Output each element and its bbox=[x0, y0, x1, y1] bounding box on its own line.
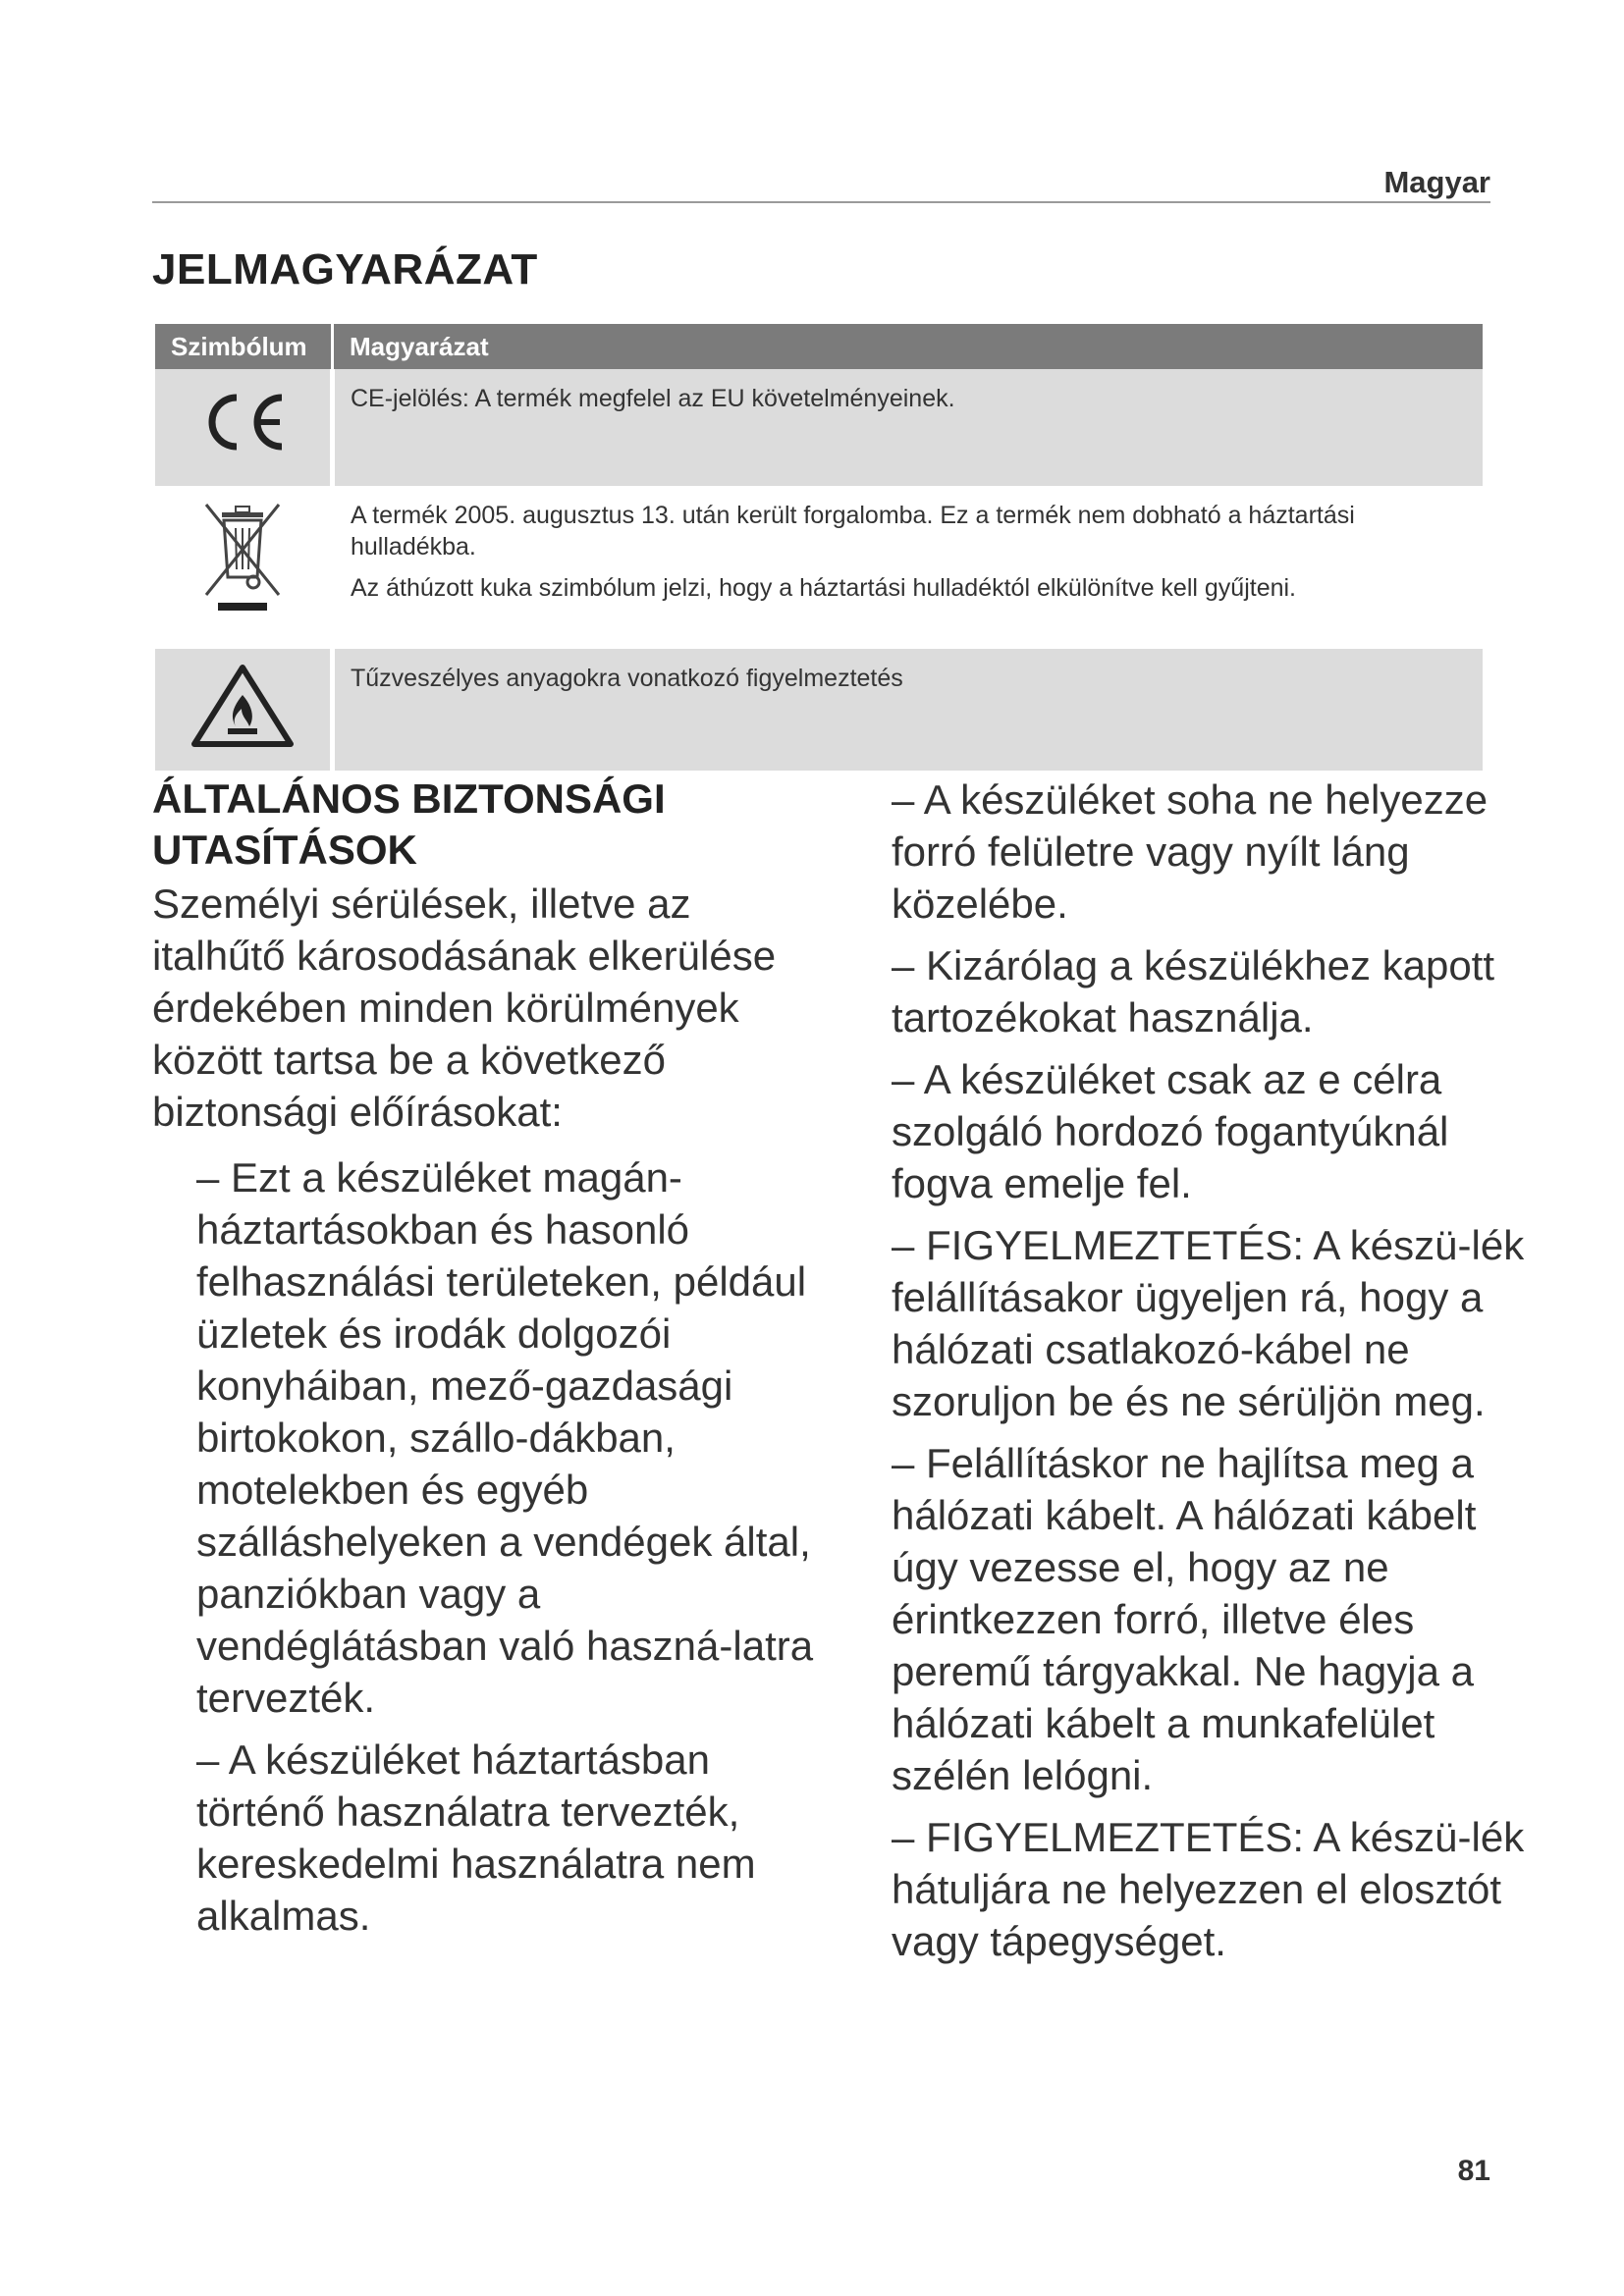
weee-description-1: A termék 2005. augusztus 13. után került forgalomba. Ez a termék nem dobható a háztartási hulladékba. bbox=[351, 502, 1355, 561]
column-header-explanation: Magyarázat bbox=[333, 324, 1484, 369]
flammable-warning-icon bbox=[189, 662, 297, 750]
safety-column-right bbox=[884, 774, 1532, 1977]
symbol-section-title: JELMAGYARÁZAT bbox=[152, 245, 538, 294]
language-label: Magyar bbox=[1383, 165, 1490, 199]
flammable-description: Tűzveszélyes anyagokra vonatkozó figyelmeztetés bbox=[351, 665, 903, 692]
list-item: – Kizárólag a készülékhez kapott tartozékokat használja. bbox=[892, 942, 1495, 1041]
weee-description-2: Az áthúzott kuka szimbólum jelzi, hogy a háztartási hulladéktól elkülönítve kell gyűjteni. bbox=[351, 574, 1297, 602]
header-divider bbox=[152, 201, 1490, 203]
page-number: 81 bbox=[1457, 2155, 1490, 2187]
list-item: – FIGYELMEZTETÉS: A készü-lék hátuljára ne helyezzen el elosztót vagy tápegységet. bbox=[892, 1814, 1525, 1964]
ce-description: CE-jelölés: A termék megfelel az EU követelményeinek. bbox=[351, 385, 955, 412]
safety-column-left bbox=[152, 774, 820, 1951]
list-item: – Felállításkor ne hajlítsa meg a hálózati kábelt. A hálózati kábelt úgy vezesse el, hogy az ne érintkezzen forró, illetve éles peremű tárgyakkal. Ne hagyja a hálózati kábelt a munkafelület szélén lelógni. bbox=[892, 1440, 1477, 1798]
table-row bbox=[155, 369, 1483, 486]
table-row bbox=[155, 486, 1483, 649]
symbol-table-header bbox=[155, 324, 1483, 369]
symbol-table bbox=[155, 324, 1483, 771]
crossed-wheelie-bin-icon bbox=[198, 497, 287, 614]
list-item: – FIGYELMEZTETÉS: A készü-lék felállításakor ügyeljen rá, hogy a hálózati csatlakozó-kábel ne szoruljon be és ne sérüljön meg. bbox=[892, 1222, 1525, 1424]
table-row bbox=[155, 649, 1483, 771]
safety-section-title: ÁLTALÁNOS BIZTONSÁGI UTASÍTÁSOK bbox=[152, 775, 666, 873]
ce-mark-icon bbox=[193, 388, 292, 456]
safety-list-right bbox=[884, 774, 1532, 1967]
safety-intro: Személyi sérülések, illetve az italhűtő károsodásának elkerülése érdekében minden körülmények között tartsa be a következő biztonsági előírásokat: bbox=[152, 881, 777, 1135]
list-item: – A készüléket soha ne helyezze forró felületre vagy nyílt láng közelébe. bbox=[892, 776, 1489, 927]
list-item: – Ezt a készüléket magán-háztartásokban és hasonló felhasználási területeken, például üzletek és irodák dolgozói konyháiban, mező-gazdasági birtokokon, szállo-dákban, motelekben és egyéb szálláshelyeken a vendégek által, panziókban vagy a vendéglátásban való haszná-latra tervezték. bbox=[196, 1154, 814, 1721]
list-item: – A készüléket csak az e célra szolgáló hordozó fogantyúknál fogva emelje fel. bbox=[892, 1056, 1449, 1206]
safety-list-left bbox=[152, 1151, 820, 1942]
column-header-symbol: Szimbólum bbox=[155, 324, 333, 369]
list-item: – A készüléket háztartásban történő használatra tervezték, kereskedelmi használatra nem alkalmas. bbox=[196, 1736, 756, 1939]
